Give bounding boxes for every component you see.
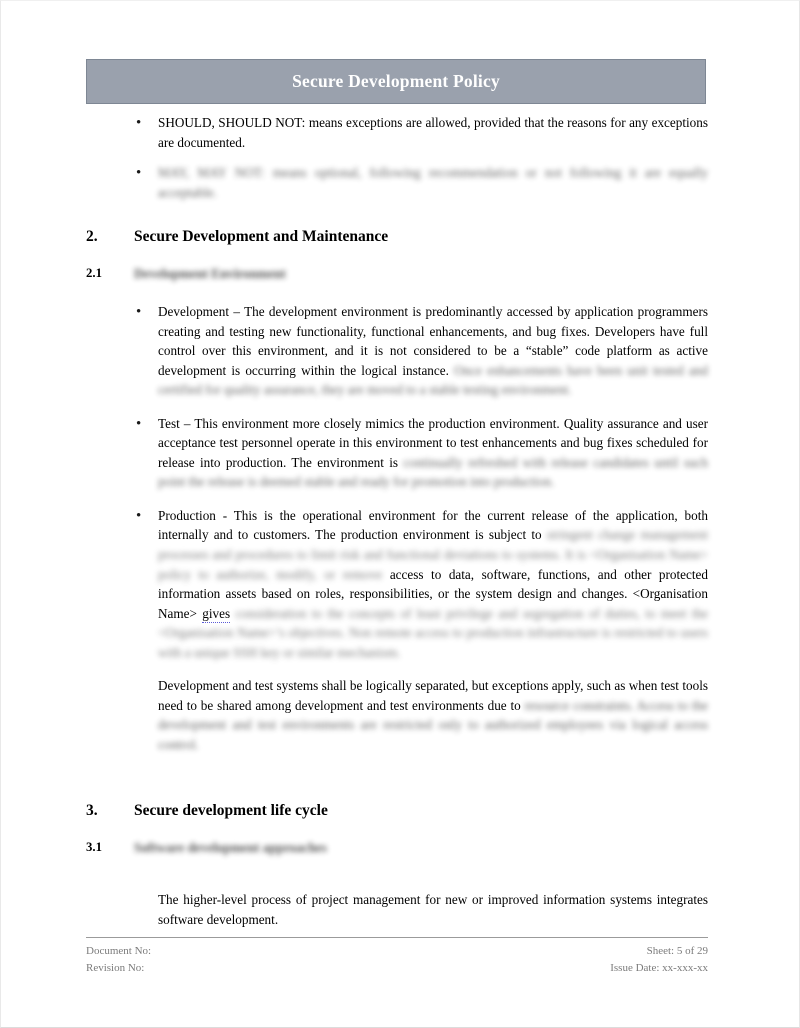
list-item [86,506,708,662]
section-number: 3.1 [86,840,102,855]
section-heading-3-1 [86,840,708,856]
section-number: 3. [86,802,98,820]
document-content [86,113,708,929]
section-title-blurred: Development Environment [134,266,286,282]
section-heading-2 [86,228,708,246]
footer-right [610,943,708,977]
production-bullet-blurred-a: stringent change management processes and procedures to limit risk and functional deviations to systems. It is <Organisation Name> policy to authorize, modify, or remove [158,527,708,582]
section-number: 2. [86,228,98,246]
document-header-bar [86,59,706,104]
production-bullet-clear-b: access to data, software, functions, and other protected information assets based on roles, responsibilities, or the system design and changes. <Organisation Name> [158,566,708,621]
lifecycle-text: The higher-level process of project management for new or improved information systems integrates software development. [158,892,708,927]
production-bullet-blurred-b: consideration to the concepts of least privilege and segregation of duties, to meet the <Organisation Name>’s objectives. Non remote access to production infrastructure is restricted to users with a unique SSH key or similar mechanism. [158,605,708,660]
section-title: Secure Development and Maintenance [134,228,389,246]
test-bullet-blurred: continually refreshed with release candidates until such point the release is deemed stable and ready for promotion into production. [158,454,709,490]
production-bullet-clear-a: Production - This is the operational environment for the current release of the application, both internally and to customers. The production environment is subject to [158,507,708,543]
revision-no-label: Revision No: [86,962,145,975]
list-item [86,414,708,492]
development-bullet-clear: Development – The development environment is predominantly accessed by application programmers creating and testing new functionality, functional enhancements, and bug fixes. Developers have full control over this environment, and it is not considered to be a “stable” code platform as active development is occurring within the logical instance. [158,304,708,378]
development-bullet-blurred: Once enhancements have been unit tested and certified for quality assurance, they are moved to a stable testing environment. [158,362,708,398]
page-title: Secure Development Policy [292,71,500,91]
separation-text-clear: Development and test systems shall be logically separated, but exceptions apply, such as when test tools need to be shared among development and test environments due to [158,678,708,713]
separation-paragraph [86,676,708,754]
bullet-text-blurred: MAY, MAY NOT: means optional, following recommendation or not following it are equally acceptable. [158,165,708,200]
separation-text-blurred: resource constraints. Access to the development and test environments are restricted only to authorized employees via logical access control. [158,697,708,752]
grammar-flagged-word: gives [202,605,231,621]
list-item [86,113,708,152]
footer-left [86,943,151,977]
section-title: Secure development life cycle [134,802,328,820]
sheet-number: Sheet: 5 of 29 [646,945,708,957]
list-item [86,302,708,400]
environment-bullet-list [86,302,708,754]
footer-divider [86,937,708,938]
section-number: 2.1 [86,266,102,281]
page-footer [86,937,708,977]
bullet-text: SHOULD, SHOULD NOT: means exceptions are allowed, provided that the reasons for any exceptions are documented. [158,115,708,150]
footer-rows [86,943,708,977]
lifecycle-paragraph [86,890,708,929]
list-item [86,163,708,202]
issue-date: Issue Date: xx-xxx-xx [610,962,708,975]
section-heading-2-1 [86,266,708,282]
test-bullet-clear: Test – This environment more closely mimics the production environment. Quality assurance and user acceptance test personnel operate in this environment to test enhancements and bug fixes scheduled for release into production. The environment is [158,415,708,470]
document-no-label: Document No: [86,945,152,957]
section-heading-3 [86,802,708,820]
intro-bullet-list [86,113,708,202]
section-title-blurred: Software development approaches [134,840,327,856]
